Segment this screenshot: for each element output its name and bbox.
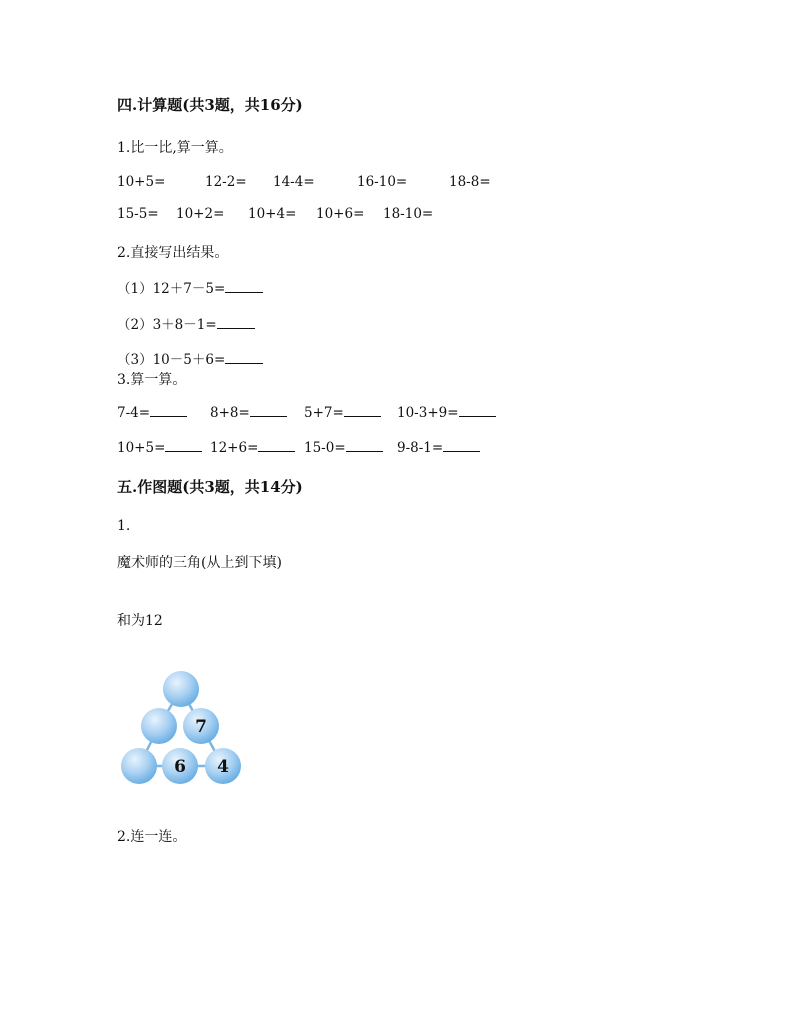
expression: 15-0= (304, 440, 346, 456)
section-4-heading: 四.计算题(共3题，共16分) (117, 96, 303, 114)
expression-with-blank (304, 404, 381, 421)
question-2-title: 2.直接写出结果。 (117, 245, 229, 261)
expression-with-blank (397, 439, 480, 456)
answer-blank[interactable] (344, 404, 381, 417)
answer-blank[interactable] (258, 439, 295, 452)
question-3-title: 3.算一算。 (117, 372, 187, 388)
question-number: 1. (117, 518, 131, 534)
expression: 18-10= (383, 206, 434, 222)
expression: 5+7= (304, 405, 344, 421)
expression-with-blank (117, 404, 187, 421)
expression: 16-10= (357, 174, 408, 190)
answer-blank[interactable] (217, 316, 255, 329)
answer-blank[interactable] (250, 404, 287, 417)
expression: （3）10－5＋6= (117, 352, 226, 368)
sum-condition: 和为12 (117, 613, 163, 629)
expression: 10+6= (316, 206, 365, 222)
section-5-heading: 五.作图题(共3题，共14分) (117, 478, 303, 496)
expression-with-blank (397, 404, 496, 421)
triangle-number: 4 (217, 757, 229, 777)
answer-blank[interactable] (346, 439, 383, 452)
triangle-number: 7 (195, 717, 207, 737)
answer-blank[interactable] (150, 404, 187, 417)
question-2-item-2 (117, 313, 255, 333)
answer-blank[interactable] (225, 280, 263, 293)
expression-with-blank (117, 439, 202, 456)
expression: （2）3＋8－1= (117, 317, 217, 333)
triangle-circle-top[interactable] (163, 671, 199, 707)
expression: 15-5= (117, 206, 159, 222)
answer-blank[interactable] (459, 404, 496, 417)
expression: 9-8-1= (397, 440, 444, 456)
answer-blank[interactable] (165, 439, 202, 452)
triangle-circle-bottom-left[interactable] (121, 748, 157, 784)
expression: 12+6= (210, 440, 259, 456)
expression: 12-2= (205, 174, 247, 190)
expression: 18-8= (449, 174, 491, 190)
expression: 8+8= (210, 405, 250, 421)
magic-triangle-diagram (110, 662, 255, 794)
triangle-circle-left-middle[interactable] (141, 708, 177, 744)
expression-with-blank (210, 404, 287, 421)
expression: 14-4= (273, 174, 315, 190)
question-2-item-1 (117, 277, 263, 297)
expression: （1）12＋7－5= (117, 281, 226, 297)
answer-blank[interactable] (225, 351, 263, 364)
expression: 10+2= (176, 206, 225, 222)
expression: 10-3+9= (397, 405, 459, 421)
expression: 10+4= (248, 206, 297, 222)
question-2-item-3 (117, 348, 263, 368)
expression: 10+5= (117, 174, 166, 190)
expression-with-blank (210, 439, 295, 456)
question-2-connect-title: 2.连一连。 (117, 829, 187, 845)
expression-with-blank (304, 439, 383, 456)
question-1-title: 1.比一比,算一算。 (117, 140, 233, 156)
answer-blank[interactable] (443, 439, 480, 452)
magic-triangle-title: 魔术师的三角(从上到下填) (117, 555, 282, 571)
expression: 7-4= (117, 405, 151, 421)
expression: 10+5= (117, 440, 166, 456)
triangle-number: 6 (174, 757, 186, 777)
